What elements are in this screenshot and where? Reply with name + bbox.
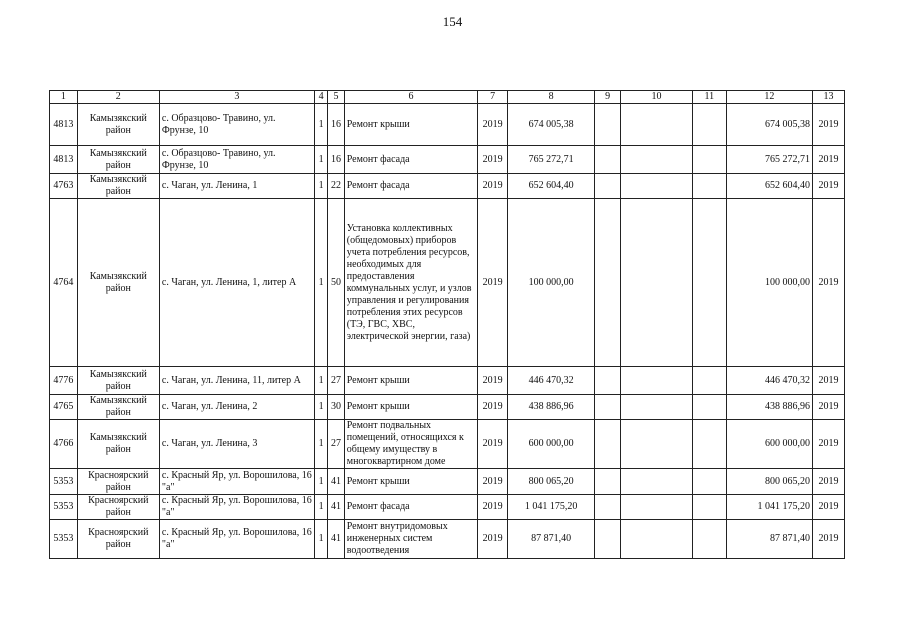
col13-cell: 2019 bbox=[813, 174, 845, 199]
table-row bbox=[50, 420, 845, 469]
amount-cell: 800 065,20 bbox=[508, 469, 595, 495]
col11-cell bbox=[692, 174, 726, 199]
total-cell: 800 065,20 bbox=[726, 469, 812, 495]
column-header: 13 bbox=[813, 91, 845, 104]
amount-cell: 765 272,71 bbox=[508, 146, 595, 174]
col9-cell bbox=[595, 104, 621, 146]
address-cell: с. Красный Яр, ул. Ворошилова, 16 "а" bbox=[159, 495, 314, 520]
total-cell: 652 604,40 bbox=[726, 174, 812, 199]
col9-cell bbox=[595, 395, 621, 420]
col9-cell bbox=[595, 520, 621, 559]
table-row bbox=[50, 367, 845, 395]
row-id-cell: 4765 bbox=[50, 395, 78, 420]
col11-cell bbox=[692, 495, 726, 520]
col10-cell bbox=[621, 469, 693, 495]
col11-cell bbox=[692, 469, 726, 495]
col4-cell: 1 bbox=[314, 495, 327, 520]
work-type-cell: Ремонт подвальных помещений, относящихся к общему имуществу в многоквартирном доме bbox=[344, 420, 478, 469]
col11-cell bbox=[692, 146, 726, 174]
amount-cell: 600 000,00 bbox=[508, 420, 595, 469]
district-cell: Камызякский район bbox=[77, 174, 159, 199]
column-header: 5 bbox=[328, 91, 344, 104]
col10-cell bbox=[621, 146, 693, 174]
row-id-cell: 4776 bbox=[50, 367, 78, 395]
col9-cell bbox=[595, 174, 621, 199]
work-type-cell: Ремонт фасада bbox=[344, 146, 478, 174]
total-cell: 1 041 175,20 bbox=[726, 495, 812, 520]
col13-cell: 2019 bbox=[813, 199, 845, 367]
year-cell: 2019 bbox=[478, 199, 508, 367]
register-table bbox=[49, 90, 845, 559]
amount-cell: 100 000,00 bbox=[508, 199, 595, 367]
row-id-cell: 4763 bbox=[50, 174, 78, 199]
column-header: 11 bbox=[692, 91, 726, 104]
col5-cell: 16 bbox=[328, 104, 344, 146]
work-type-cell: Ремонт крыши bbox=[344, 104, 478, 146]
year-cell: 2019 bbox=[478, 174, 508, 199]
total-cell: 446 470,32 bbox=[726, 367, 812, 395]
work-type-cell: Ремонт фасада bbox=[344, 174, 478, 199]
amount-cell: 674 005,38 bbox=[508, 104, 595, 146]
address-cell: с. Образцово- Травино, ул. Фрунзе, 10 bbox=[159, 146, 314, 174]
total-cell: 674 005,38 bbox=[726, 104, 812, 146]
col13-cell: 2019 bbox=[813, 469, 845, 495]
col13-cell: 2019 bbox=[813, 495, 845, 520]
work-type-cell: Ремонт крыши bbox=[344, 367, 478, 395]
year-cell: 2019 bbox=[478, 469, 508, 495]
col9-cell bbox=[595, 495, 621, 520]
year-cell: 2019 bbox=[478, 367, 508, 395]
year-cell: 2019 bbox=[478, 420, 508, 469]
column-header: 7 bbox=[478, 91, 508, 104]
col4-cell: 1 bbox=[314, 367, 327, 395]
col5-cell: 16 bbox=[328, 146, 344, 174]
col11-cell bbox=[692, 199, 726, 367]
district-cell: Красноярский район bbox=[77, 495, 159, 520]
work-type-cell: Ремонт крыши bbox=[344, 395, 478, 420]
col5-cell: 41 bbox=[328, 469, 344, 495]
col11-cell bbox=[692, 520, 726, 559]
col11-cell bbox=[692, 395, 726, 420]
row-id-cell: 4813 bbox=[50, 104, 78, 146]
address-cell: с. Чаган, ул. Ленина, 1, литер А bbox=[159, 199, 314, 367]
col10-cell bbox=[621, 104, 693, 146]
header-row bbox=[50, 91, 845, 104]
column-header: 4 bbox=[314, 91, 327, 104]
column-header: 1 bbox=[50, 91, 78, 104]
district-cell: Камызякский район bbox=[77, 199, 159, 367]
col10-cell bbox=[621, 495, 693, 520]
column-header: 3 bbox=[159, 91, 314, 104]
table-row bbox=[50, 146, 845, 174]
address-cell: с. Чаган, ул. Ленина, 3 bbox=[159, 420, 314, 469]
column-header: 8 bbox=[508, 91, 595, 104]
col9-cell bbox=[595, 469, 621, 495]
year-cell: 2019 bbox=[478, 146, 508, 174]
col4-cell: 1 bbox=[314, 104, 327, 146]
amount-cell: 446 470,32 bbox=[508, 367, 595, 395]
col4-cell: 1 bbox=[314, 420, 327, 469]
amount-cell: 438 886,96 bbox=[508, 395, 595, 420]
district-cell: Камызякский район bbox=[77, 104, 159, 146]
col13-cell: 2019 bbox=[813, 104, 845, 146]
year-cell: 2019 bbox=[478, 495, 508, 520]
address-cell: с. Чаган, ул. Ленина, 2 bbox=[159, 395, 314, 420]
total-cell: 100 000,00 bbox=[726, 199, 812, 367]
column-header: 10 bbox=[621, 91, 693, 104]
district-cell: Камызякский район bbox=[77, 420, 159, 469]
row-id-cell: 5353 bbox=[50, 520, 78, 559]
table-row bbox=[50, 469, 845, 495]
address-cell: с. Чаган, ул. Ленина, 1 bbox=[159, 174, 314, 199]
col5-cell: 41 bbox=[328, 520, 344, 559]
col4-cell: 1 bbox=[314, 395, 327, 420]
total-cell: 765 272,71 bbox=[726, 146, 812, 174]
col10-cell bbox=[621, 367, 693, 395]
col5-cell: 41 bbox=[328, 495, 344, 520]
district-cell: Красноярский район bbox=[77, 469, 159, 495]
work-type-cell: Установка коллективных (общедомовых) приборов учета потребления ресурсов, необходимых для предоставления коммунальных услуг, и узлов управления и регулирования потребления этих ресурсов (ТЭ, ГВС, ХВС, электрической энергии, газа) bbox=[344, 199, 478, 367]
col5-cell: 50 bbox=[328, 199, 344, 367]
address-cell: с. Образцово- Травино, ул. Фрунзе, 10 bbox=[159, 104, 314, 146]
col4-cell: 1 bbox=[314, 199, 327, 367]
district-cell: Камызякский район bbox=[77, 146, 159, 174]
col10-cell bbox=[621, 520, 693, 559]
total-cell: 438 886,96 bbox=[726, 395, 812, 420]
col11-cell bbox=[692, 420, 726, 469]
district-cell: Красноярский район bbox=[77, 520, 159, 559]
col11-cell bbox=[692, 367, 726, 395]
district-cell: Камызякский район bbox=[77, 367, 159, 395]
year-cell: 2019 bbox=[478, 520, 508, 559]
work-type-cell: Ремонт фасада bbox=[344, 495, 478, 520]
col13-cell: 2019 bbox=[813, 367, 845, 395]
col4-cell: 1 bbox=[314, 174, 327, 199]
table-row bbox=[50, 395, 845, 420]
column-header: 2 bbox=[77, 91, 159, 104]
district-cell: Камызякский район bbox=[77, 395, 159, 420]
row-id-cell: 5353 bbox=[50, 495, 78, 520]
col5-cell: 30 bbox=[328, 395, 344, 420]
table-row bbox=[50, 104, 845, 146]
work-type-cell: Ремонт крыши bbox=[344, 469, 478, 495]
amount-cell: 652 604,40 bbox=[508, 174, 595, 199]
table-row bbox=[50, 174, 845, 199]
col11-cell bbox=[692, 104, 726, 146]
col13-cell: 2019 bbox=[813, 420, 845, 469]
amount-cell: 87 871,40 bbox=[508, 520, 595, 559]
amount-cell: 1 041 175,20 bbox=[508, 495, 595, 520]
year-cell: 2019 bbox=[478, 104, 508, 146]
column-header: 9 bbox=[595, 91, 621, 104]
col4-cell: 1 bbox=[314, 146, 327, 174]
col9-cell bbox=[595, 420, 621, 469]
address-cell: с. Красный Яр, ул. Ворошилова, 16 "а" bbox=[159, 469, 314, 495]
row-id-cell: 4764 bbox=[50, 199, 78, 367]
address-cell: с. Чаган, ул. Ленина, 11, литер А bbox=[159, 367, 314, 395]
row-id-cell: 4813 bbox=[50, 146, 78, 174]
total-cell: 87 871,40 bbox=[726, 520, 812, 559]
col5-cell: 22 bbox=[328, 174, 344, 199]
col10-cell bbox=[621, 199, 693, 367]
col10-cell bbox=[621, 420, 693, 469]
column-header: 6 bbox=[344, 91, 478, 104]
table-row bbox=[50, 520, 845, 559]
address-cell: с. Красный Яр, ул. Ворошилова, 16 "а" bbox=[159, 520, 314, 559]
col5-cell: 27 bbox=[328, 367, 344, 395]
col5-cell: 27 bbox=[328, 420, 344, 469]
row-id-cell: 5353 bbox=[50, 469, 78, 495]
work-type-cell: Ремонт внутридомовых инженерных систем водоотведения bbox=[344, 520, 478, 559]
col9-cell bbox=[595, 199, 621, 367]
column-header: 12 bbox=[726, 91, 812, 104]
col4-cell: 1 bbox=[314, 520, 327, 559]
total-cell: 600 000,00 bbox=[726, 420, 812, 469]
table-row bbox=[50, 495, 845, 520]
row-id-cell: 4766 bbox=[50, 420, 78, 469]
col13-cell: 2019 bbox=[813, 520, 845, 559]
col10-cell bbox=[621, 174, 693, 199]
page-number: 154 bbox=[442, 14, 463, 29]
year-cell: 2019 bbox=[478, 395, 508, 420]
col9-cell bbox=[595, 146, 621, 174]
col13-cell: 2019 bbox=[813, 395, 845, 420]
col10-cell bbox=[621, 395, 693, 420]
table-row bbox=[50, 199, 845, 367]
col9-cell bbox=[595, 367, 621, 395]
col13-cell: 2019 bbox=[813, 146, 845, 174]
col4-cell: 1 bbox=[314, 469, 327, 495]
